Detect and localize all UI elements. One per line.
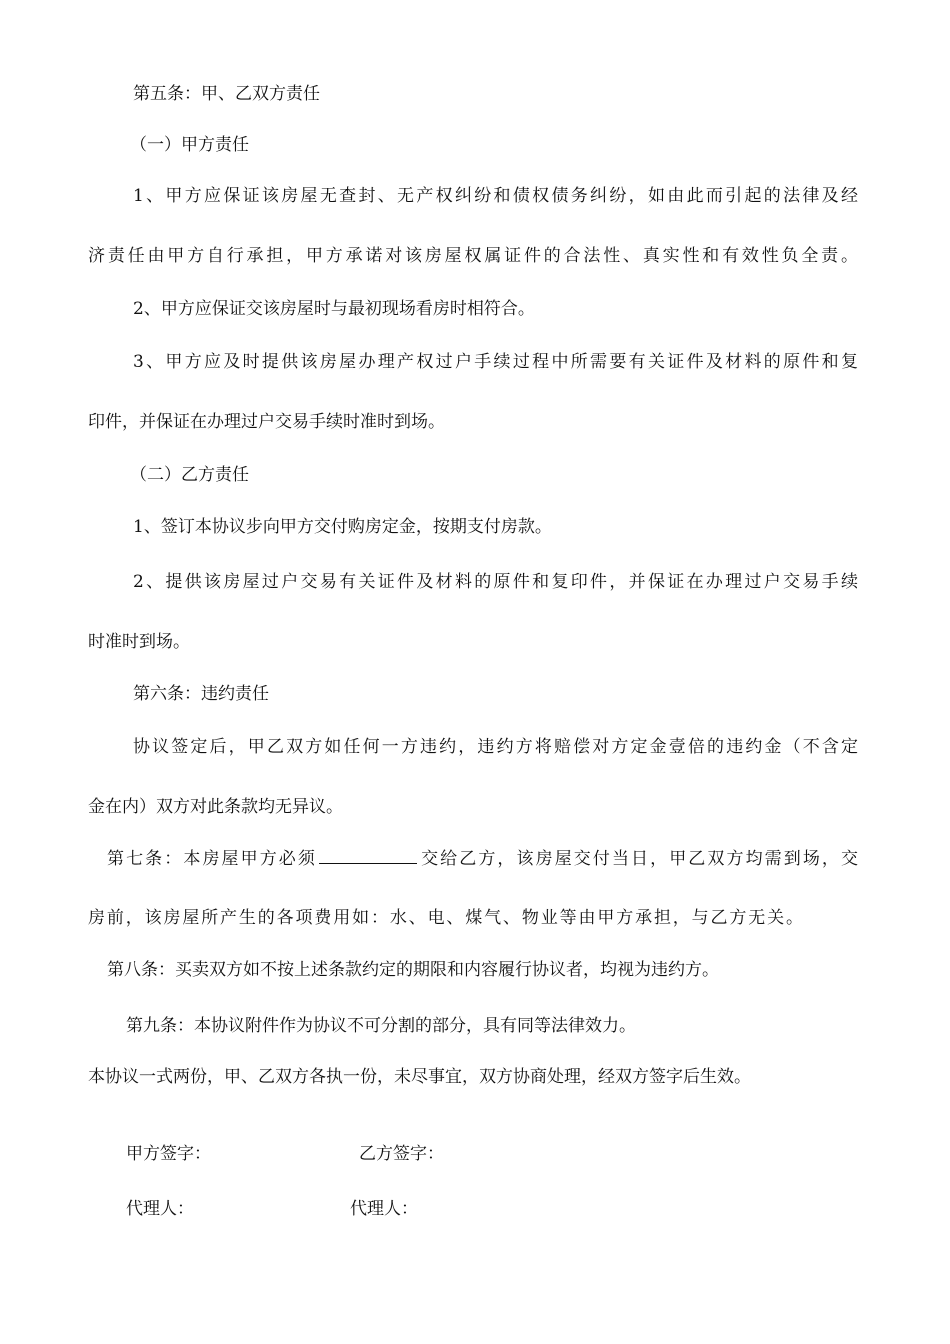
party-b-signature-label: 乙方签字：	[359, 1144, 444, 1164]
article-7-suffix: 交给乙方，该房屋交付当日，甲乙双方均需到场，交	[418, 849, 859, 869]
clause-a3-line1	[88, 350, 858, 374]
clause-a3-line2: 印件，并保证在办理过户交易手续时准时到场。	[88, 412, 445, 432]
party-a-agent-label: 代理人：	[126, 1199, 194, 1219]
article-9: 第九条：本协议附件作为协议不可分割的部分，具有同等法律效力。	[126, 1016, 636, 1036]
clause-b2-text: 2、提供该房屋过户交易有关证件及材料的原件和复印件，并保证在办理过户交易手续	[133, 572, 858, 592]
article-7-prefix: 第七条：本房屋甲方必须	[107, 849, 317, 869]
clause-a3-text: 3、甲方应及时提供该房屋办理产权过户手续过程中所需要有关证件及材料的原件和复	[133, 352, 858, 372]
article-6-line2: 金在内）双方对此条款均无异议。	[88, 797, 343, 817]
clause-a1-line2: 济责任由甲方自行承担，甲方承诺对该房屋权属证件的合法性、真实性和有效性负全责。	[88, 246, 858, 266]
article-6-text: 协议签定后，甲乙双方如任何一方违约，违约方将赔偿对方定金壹倍的违约金（不含定	[133, 737, 858, 757]
clause-b1: 1、签订本协议步向甲方交付购房定金，按期支付房款。	[133, 517, 552, 537]
clause-a1-text: 1、甲方应保证该房屋无查封、无产权纠纷和债权债务纠纷，如由此而引起的法律及经	[133, 186, 858, 206]
clause-b2-line2: 时准时到场。	[88, 632, 190, 652]
party-b-heading: （二）乙方责任	[130, 465, 249, 485]
party-a-signature-label: 甲方签字：	[126, 1144, 211, 1164]
article-7-line2: 房前，该房屋所产生的各项费用如：水、电、煤气、物业等由甲方承担，与乙方无关。	[88, 908, 803, 928]
article-6-title: 第六条：违约责任	[133, 684, 269, 704]
article-6-line1	[88, 735, 858, 759]
clause-b2-line1	[88, 570, 858, 594]
article-7-line1	[88, 846, 858, 871]
clause-a2: 2、甲方应保证交该房屋时与最初现场看房时相符合。	[133, 299, 535, 319]
delivery-date-blank	[319, 846, 417, 864]
closing-statement: 本协议一式两份，甲、乙双方各执一份，未尽事宜，双方协商处理，经双方签字后生效。	[88, 1067, 751, 1087]
party-a-heading: （一）甲方责任	[130, 135, 249, 155]
party-b-agent-label: 代理人：	[350, 1199, 418, 1219]
clause-a1-line1	[88, 184, 858, 208]
article-5-title: 第五条：甲、乙双方责任	[133, 84, 320, 104]
article-8: 第八条：买卖双方如不按上述条款约定的期限和内容履行协议者，均视为违约方。	[107, 960, 719, 980]
